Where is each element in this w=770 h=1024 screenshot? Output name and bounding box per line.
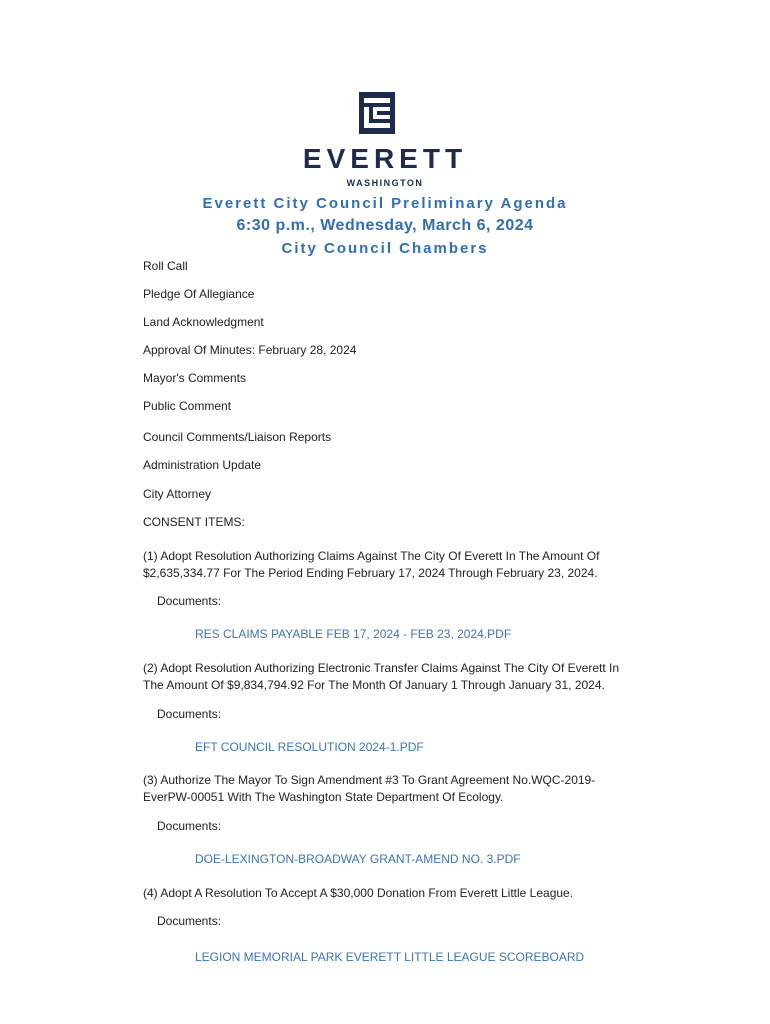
consent-item-4 xyxy=(143,885,573,902)
agenda-item: Approval Of Minutes: February 28, 2024 xyxy=(143,343,357,357)
agenda-item: Land Acknowledgment xyxy=(143,315,264,329)
consent-item-text: The Amount Of $9,834,794.92 For The Month Of January 1 Through January 31, 2024. xyxy=(143,678,605,692)
documents-label: Documents: xyxy=(157,819,222,833)
consent-heading: CONSENT ITEMS: xyxy=(143,515,245,529)
meeting-location: City Council Chambers xyxy=(281,240,489,257)
consent-item-text: (3) Authorize The Mayor To Sign Amendment #3 To Grant Agreement No.WQC-2019- xyxy=(143,773,596,787)
documents-label: Documents: xyxy=(157,594,222,608)
agenda-item: Council Comments/Liaison Reports xyxy=(143,430,332,444)
consent-item-3 xyxy=(143,772,595,806)
consent-item-text: EverPW-00051 With The Washington State Department Of Ecology. xyxy=(143,790,504,804)
agenda-item: Roll Call xyxy=(143,259,188,273)
documents-label: Documents: xyxy=(157,707,222,721)
meeting-datetime: 6:30 p.m., Wednesday, March 6, 2024 xyxy=(236,217,534,234)
consent-item-text: (2) Adopt Resolution Authorizing Electronic Transfer Claims Against The City Of Everett In xyxy=(143,661,619,675)
consent-item-text: $2,635,334.77 For The Period Ending February 17, 2024 Through February 23, 2024. xyxy=(143,566,598,580)
consent-item-2 xyxy=(143,660,619,694)
consent-item-text: (4) Adopt A Resolution To Accept A $30,000 Donation From Everett Little League. xyxy=(143,886,574,900)
agenda-title: Everett City Council Preliminary Agenda xyxy=(202,195,568,212)
agenda-item: City Attorney xyxy=(143,487,212,501)
logo-subtitle: WASHINGTON xyxy=(346,178,424,188)
document-link[interactable]: DOE-LEXINGTON-BROADWAY GRANT-AMEND NO. 3.PDF xyxy=(195,852,521,866)
document-link[interactable]: RES CLAIMS PAYABLE FEB 17, 2024 - FEB 23, 2024.PDF xyxy=(195,627,512,641)
consent-item-text: (1) Adopt Resolution Authorizing Claims Against The City Of Everett In The Amount Of xyxy=(143,549,600,563)
document-link[interactable]: EFT COUNCIL RESOLUTION 2024-1.PDF xyxy=(195,740,424,754)
documents-label: Documents: xyxy=(157,914,222,928)
agenda-item: Mayor's Comments xyxy=(143,371,246,385)
document-link[interactable]: LEGION MEMORIAL PARK EVERETT LITTLE LEAGUE SCOREBOARD xyxy=(195,950,585,964)
agenda-item: Administration Update xyxy=(143,458,262,472)
agenda-item: Public Comment xyxy=(143,399,232,413)
logo-name: EVERETT xyxy=(302,143,468,174)
consent-item-1 xyxy=(143,548,599,582)
everett-logo-icon xyxy=(359,92,395,134)
agenda-item: Pledge Of Allegiance xyxy=(143,287,255,301)
